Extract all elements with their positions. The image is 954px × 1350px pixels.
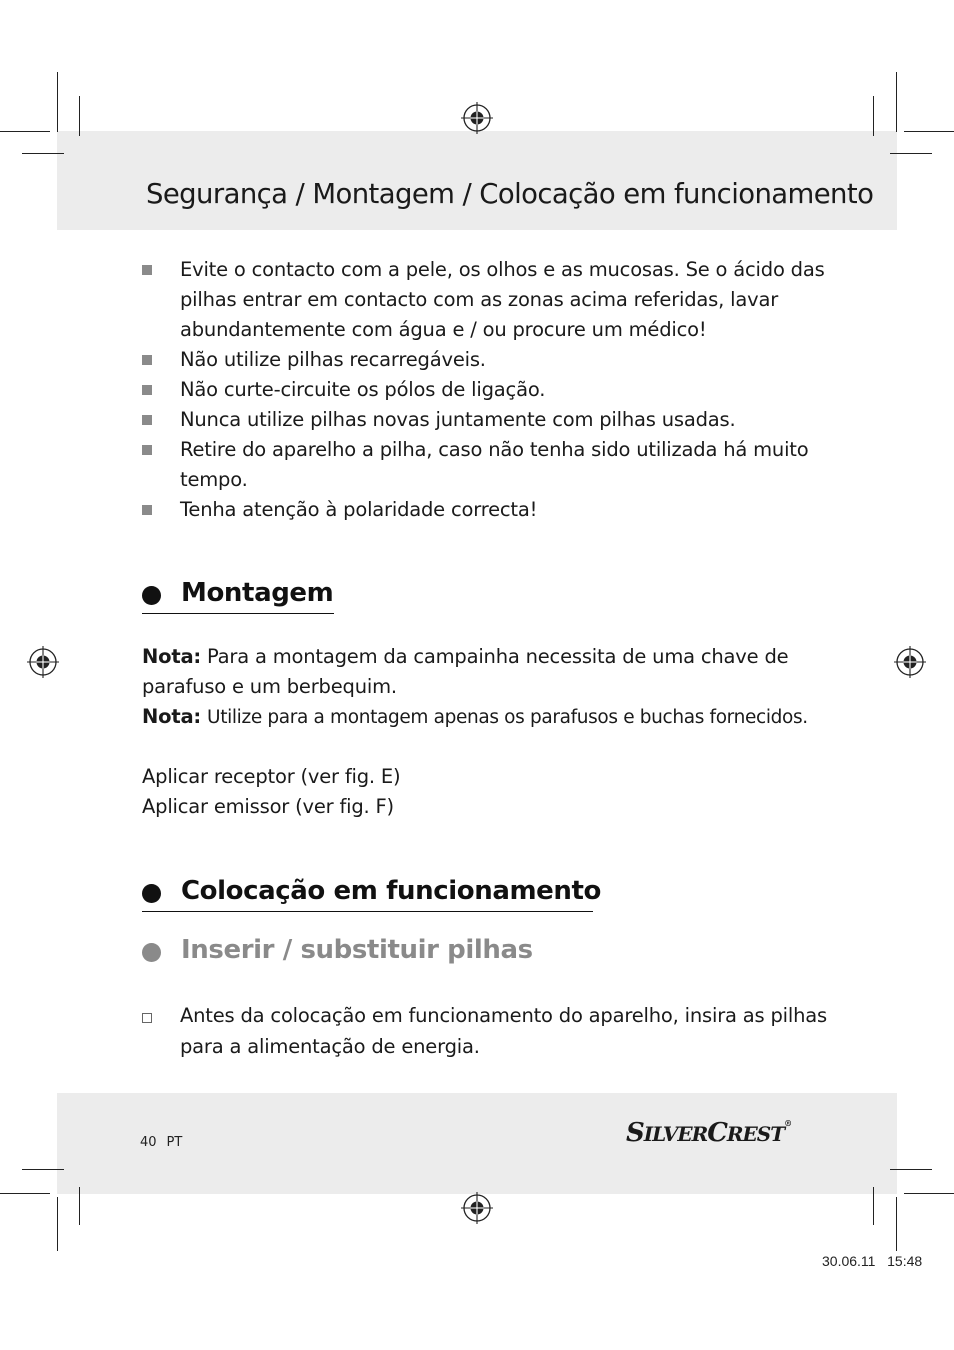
section-heading-colocacao: Colocação em funcionamento (142, 876, 601, 906)
language-code: PT (166, 1135, 183, 1150)
crop-mark (79, 96, 80, 136)
crop-mark (904, 131, 954, 132)
crop-mark (904, 1193, 954, 1194)
heading-underline (142, 613, 334, 614)
square-bullet-icon (142, 355, 152, 365)
crop-mark (896, 1197, 897, 1251)
section-heading-montagem: Montagem (142, 578, 333, 608)
square-bullet-icon (142, 385, 152, 395)
list-item: Nunca utilize pilhas novas juntamente com pilhas usadas. (142, 405, 832, 435)
brand-logo: SILVERCREST® (626, 1118, 792, 1148)
heading-underline (142, 911, 593, 912)
step-text: Aplicar emissor (ver fig. F) (142, 795, 394, 818)
note-label: Nota: (142, 705, 201, 728)
heading-dot-icon (142, 586, 161, 605)
note-text: Para a montagem da campainha necessita de uma chave de parafuso e um berbequim. (142, 645, 789, 698)
registration-mark-icon (461, 102, 493, 134)
checkbox-square-icon (142, 1013, 152, 1023)
subsection-heading-inserir: Inserir / substituir pilhas (142, 935, 533, 965)
note-label: Nota: (142, 645, 201, 668)
list-item: Retire do aparelho a pilha, caso não tenha sido utilizada há muito tempo. (142, 435, 832, 495)
note-paragraph (142, 642, 832, 702)
safety-bullet-list (142, 255, 832, 525)
list-item: Não utilize pilhas recarregáveis. (142, 345, 832, 375)
registration-mark-icon (27, 646, 59, 678)
crop-mark (0, 1193, 50, 1194)
heading-dot-icon (142, 884, 161, 903)
crop-mark (890, 1169, 932, 1170)
square-bullet-icon (142, 505, 152, 515)
crop-mark (22, 1169, 64, 1170)
list-item: Antes da colocação em funcionamento do aparelho, insira as pilhas para a alimentação de energia. (142, 1000, 832, 1062)
step-text: Aplicar receptor (ver fig. E) (142, 765, 401, 788)
square-bullet-icon (142, 445, 152, 455)
page-title: Segurança / Montagem / Colocação em funcionamento (146, 178, 874, 210)
print-stamp: 30.06.11 15:48 (822, 1253, 923, 1269)
square-bullet-icon (142, 265, 152, 275)
registration-mark-icon (894, 646, 926, 678)
crop-mark (0, 131, 50, 132)
crop-mark (57, 72, 58, 132)
crop-mark (890, 153, 932, 154)
page-number: 40 (140, 1135, 157, 1150)
step-bullet-list (142, 1000, 832, 1062)
note-paragraph (142, 702, 832, 733)
list-item: Não curte-circuite os pólos de ligação. (142, 375, 832, 405)
crop-mark (873, 1187, 874, 1225)
crop-mark (896, 72, 897, 132)
crop-mark (79, 1187, 80, 1225)
list-item: Tenha atenção à polaridade correcta! (142, 495, 832, 525)
registration-mark-icon (461, 1192, 493, 1224)
list-item: Evite o contacto com a pele, os olhos e as mucosas. Se o ácido das pilhas entrar em contacto com as zonas acima referidas, lavar abundantemente com água e / ou procure um médico! (142, 255, 832, 345)
crop-mark (873, 96, 874, 136)
square-bullet-icon (142, 415, 152, 425)
footer-page-info (140, 1135, 182, 1150)
crop-mark (22, 153, 64, 154)
note-text: Utilize para a montagem apenas os parafusos e buchas fornecidos. (207, 707, 808, 728)
heading-dot-icon (142, 943, 161, 962)
crop-mark (57, 1197, 58, 1251)
